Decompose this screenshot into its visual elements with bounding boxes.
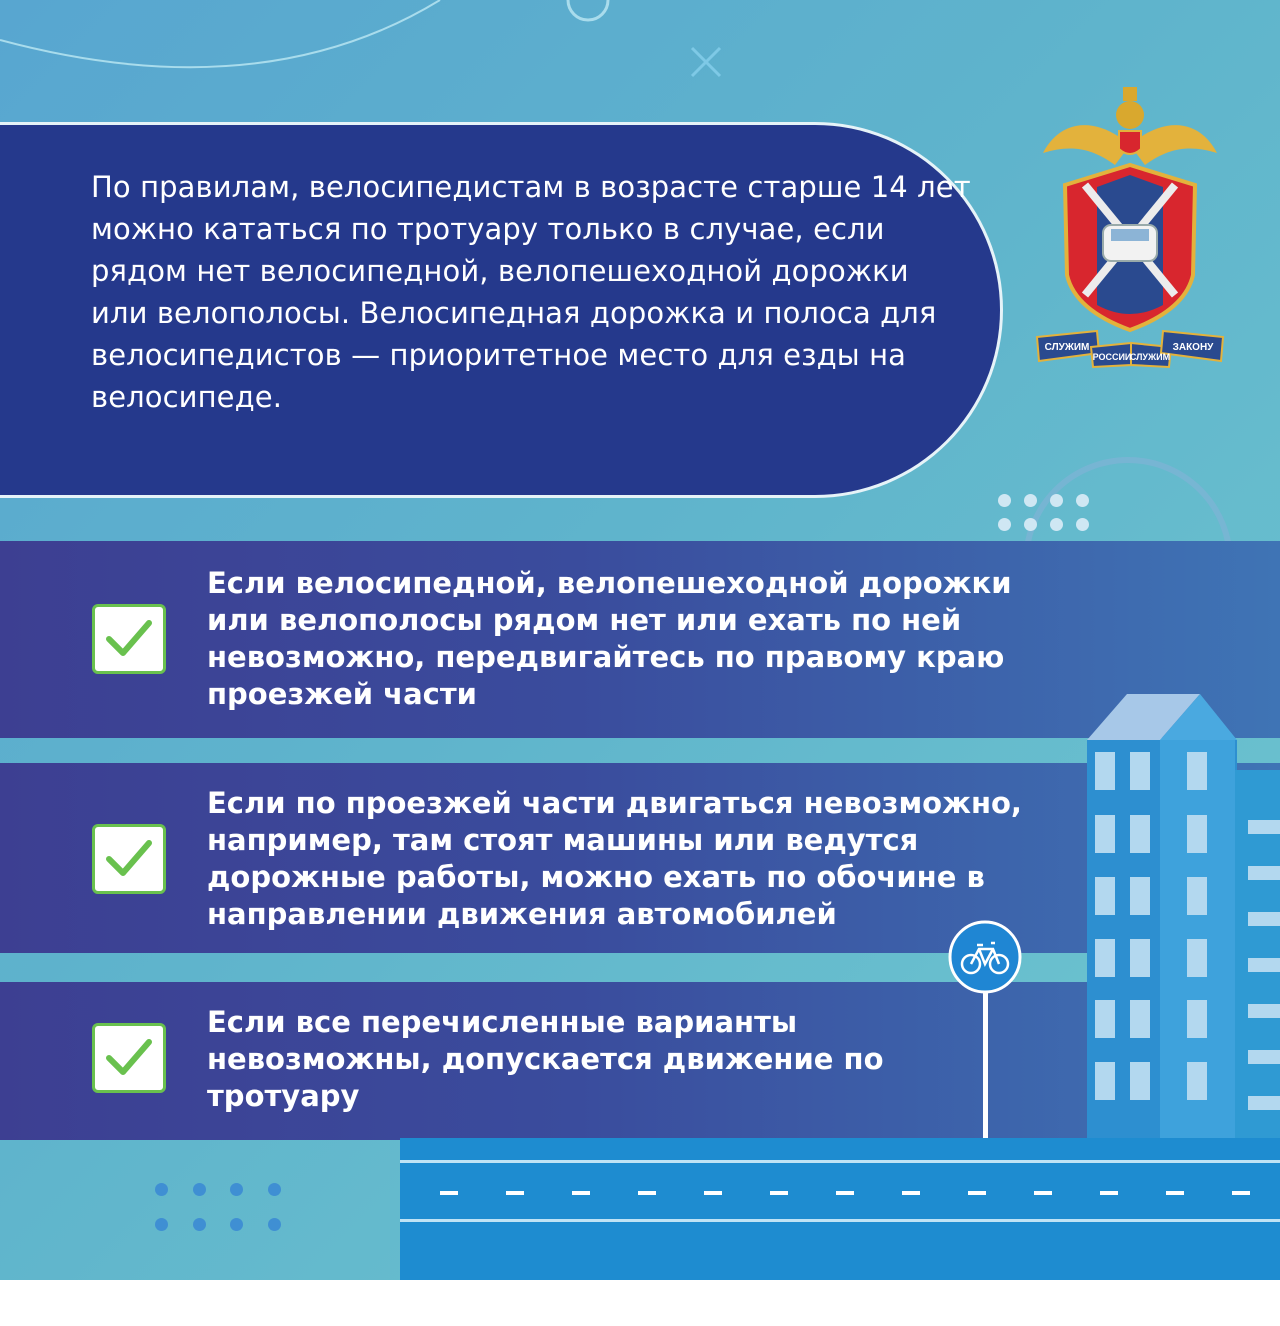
emblem-ribbon-left: СЛУЖИМ (1044, 342, 1090, 353)
checkmark-icon (92, 604, 166, 674)
rule-text-2: Если по проезжей части двигаться невозможно, например, там стоят машины или ведутся дорожные работы, можно ехать по обочине в направлении движения автомобилей (207, 786, 1022, 931)
rule-text-3: Если все перечисленные варианты невозможны, допускается движение по тротуару (207, 1005, 884, 1113)
checkmark-icon (92, 824, 166, 894)
rule-text-1: Если велосипедной, велопешеходной дорожки или велополосы рядом нет или ехать по ней невозможно, передвигайтесь по правому краю проезжей части (207, 566, 1012, 711)
emblem-ribbon-mid: СЛУЖИМ (1129, 352, 1171, 362)
police-emblem-icon (1035, 75, 1225, 375)
emblem-ribbon-right: ЗАКОНУ (1172, 342, 1214, 353)
emblem-ribbon-center: РОССИИ (1092, 352, 1132, 362)
intro-text: По правилам, велосипедистам в возрасте старше 14 лет можно кататься по тротуару только в случае, если рядом нет велосипедной, велопешеходной дорожки или велополосы. Велосипедная дорожка и полоса для велосипедистов — приоритетное место для езды на велосипеде. (91, 170, 971, 414)
checkmark-icon (92, 1023, 166, 1093)
